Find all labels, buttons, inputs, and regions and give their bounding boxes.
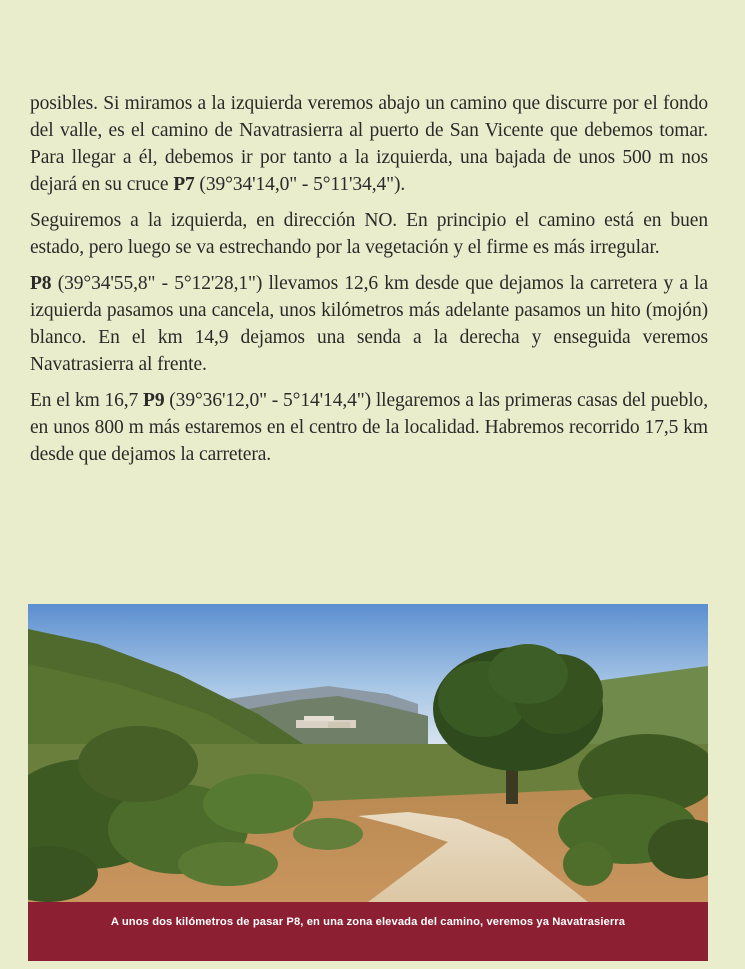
paragraph-text: (39°34'55,8" - 5°12'28,1") llevamos 12,6 km desde que dejamos la carretera y a la izquierda pasamos una cancela, unos kilómetros más adelante pasamos un hito (mojón) blanco. En el km 14,9 dejamos una senda a la derecha y enseguida veremos Navatrasierra al frente. [30,273,708,375]
paragraph [30,90,708,198]
paragraph [30,270,708,378]
paragraph [30,387,708,468]
paragraph-text: (39°34'14,0" - 5°11'34,4"). [194,174,406,195]
paragraph-text: En el km 16,7 [30,390,144,411]
landscape-illustration [28,604,708,902]
paragraph [30,207,708,261]
landscape-photo [28,604,708,902]
waypoint-label: P9 [143,390,165,411]
paragraph-text: (39°36'12,0" - 5°14'14,4") llegaremos a las primeras casas del pueblo, en unos 800 m más estaremos en el centro de la localidad. Habremos recorrido 17,5 km desde que dejamos la carretera. [30,390,708,465]
caption-bar [28,902,708,961]
waypoint-label: P8 [30,273,52,294]
paragraph-text: posibles. Si miramos a la izquierda veremos abajo un camino que discurre por el fondo del valle, es el camino de Navatrasierra al puerto de San Vicente que debemos tomar. Para llegar a él, debemos ir por tanto a la izquierda, una bajada de unos 500 m nos dejará en su cruce [30,93,708,195]
body-text [30,90,708,477]
waypoint-label: P7 [173,174,195,195]
photo-caption: A unos dos kilómetros de pasar P8, en una zona elevada del camino, veremos ya Navatrasierra [110,916,626,928]
paragraph-text: Seguiremos a la izquierda, en dirección NO. En principio el camino está en buen estado, pero luego se va estrechando por la vegetación y el firme es más irregular. [30,210,708,258]
